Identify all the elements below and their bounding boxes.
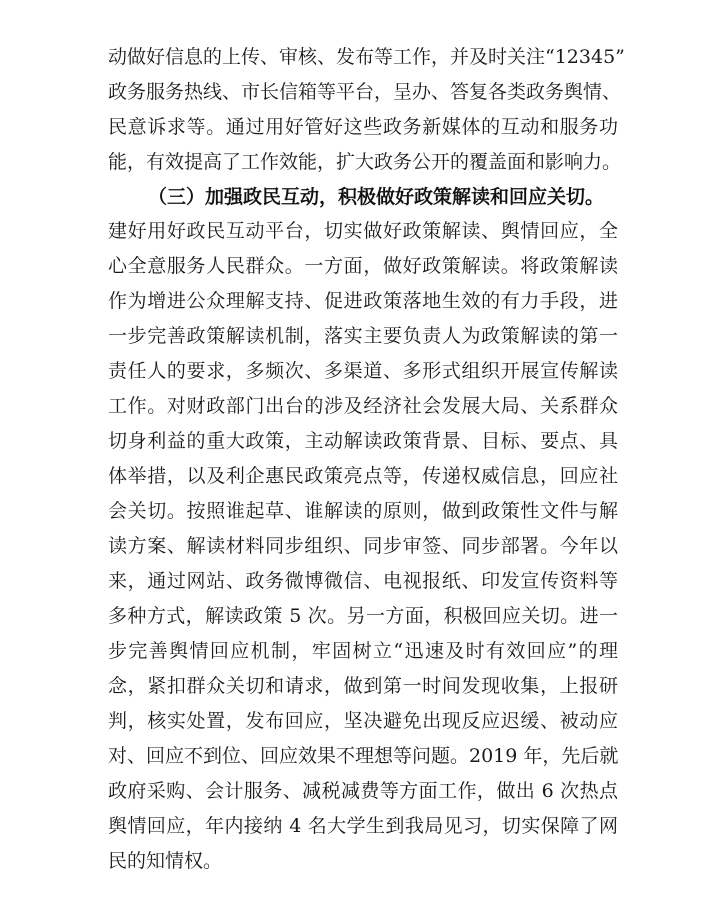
body-text-line: 切身利益的重大政策，主动解读政策背景、目标、要点、具 bbox=[108, 430, 618, 452]
body-text-line: 政府采购、会计服务、减税减费等方面工作，做出 6 次热点 bbox=[108, 780, 618, 802]
body-text-line: 步完善舆情回应机制，牢固树立“迅速及时有效回应”的理 bbox=[108, 640, 618, 662]
body-text-line: 能，有效提高了工作效能，扩大政务公开的覆盖面和影响力。 bbox=[108, 151, 622, 173]
body-text-line: 民意诉求等。通过用好管好这些政务新媒体的互动和服务功 bbox=[108, 116, 618, 138]
section-heading: （三）加强政民互动，积极做好政策解读和回应关切。 bbox=[148, 186, 605, 208]
body-text-line: 作为增进公众理解支持、促进政策落地生效的有力手段，进 bbox=[108, 290, 618, 312]
body-text-line: 判，核实处置，发布回应，坚决避免出现反应迟缓、被动应 bbox=[108, 710, 618, 732]
body-text-line: 会关切。按照谁起草、谁解读的原则，做到政策性文件与解 bbox=[108, 500, 618, 522]
body-text-line: 工作。对财政部门出台的涉及经济社会发展大局、关系群众 bbox=[108, 395, 618, 417]
body-text-line: 动做好信息的上传、审核、发布等工作，并及时关注“12345” bbox=[108, 46, 625, 68]
body-text-line: 多种方式，解读政策 5 次。另一方面，积极回应关切。进一 bbox=[108, 605, 618, 627]
body-text-line: 来，通过网站、政务微博微信、电视报纸、印发宣传资料等 bbox=[108, 570, 618, 592]
body-text-line: 念，紧扣群众关切和请求，做到第一时间发现收集，上报研 bbox=[108, 675, 618, 697]
body-text-line: 舆情回应，年内接纳 4 名大学生到我局见习，切实保障了网 bbox=[108, 815, 618, 837]
body-text-line: 读方案、解读材料同步组织、同步审签、同步部署。今年以 bbox=[108, 535, 618, 557]
body-text-line: 责任人的要求，多频次、多渠道、多形式组织开展宣传解读 bbox=[108, 360, 618, 382]
body-text-line: 民的知情权。 bbox=[108, 850, 223, 872]
body-text-line: 建好用好政民互动平台，切实做好政策解读、舆情回应，全 bbox=[108, 220, 618, 242]
body-text-line: 一步完善政策解读机制，落实主要负责人为政策解读的第一 bbox=[108, 325, 618, 347]
body-text-line: 对、回应不到位、回应效果不理想等问题。2019 年，先后就 bbox=[108, 745, 619, 767]
body-text-line: 体举措，以及利企惠民政策亮点等，传递权威信息，回应社 bbox=[108, 465, 618, 487]
body-text-line: 政务服务热线、市长信箱等平台，呈办、答复各类政务舆情、 bbox=[108, 81, 622, 103]
body-text-line: 心全意服务人民群众。一方面，做好政策解读。将政策解读 bbox=[108, 255, 618, 277]
